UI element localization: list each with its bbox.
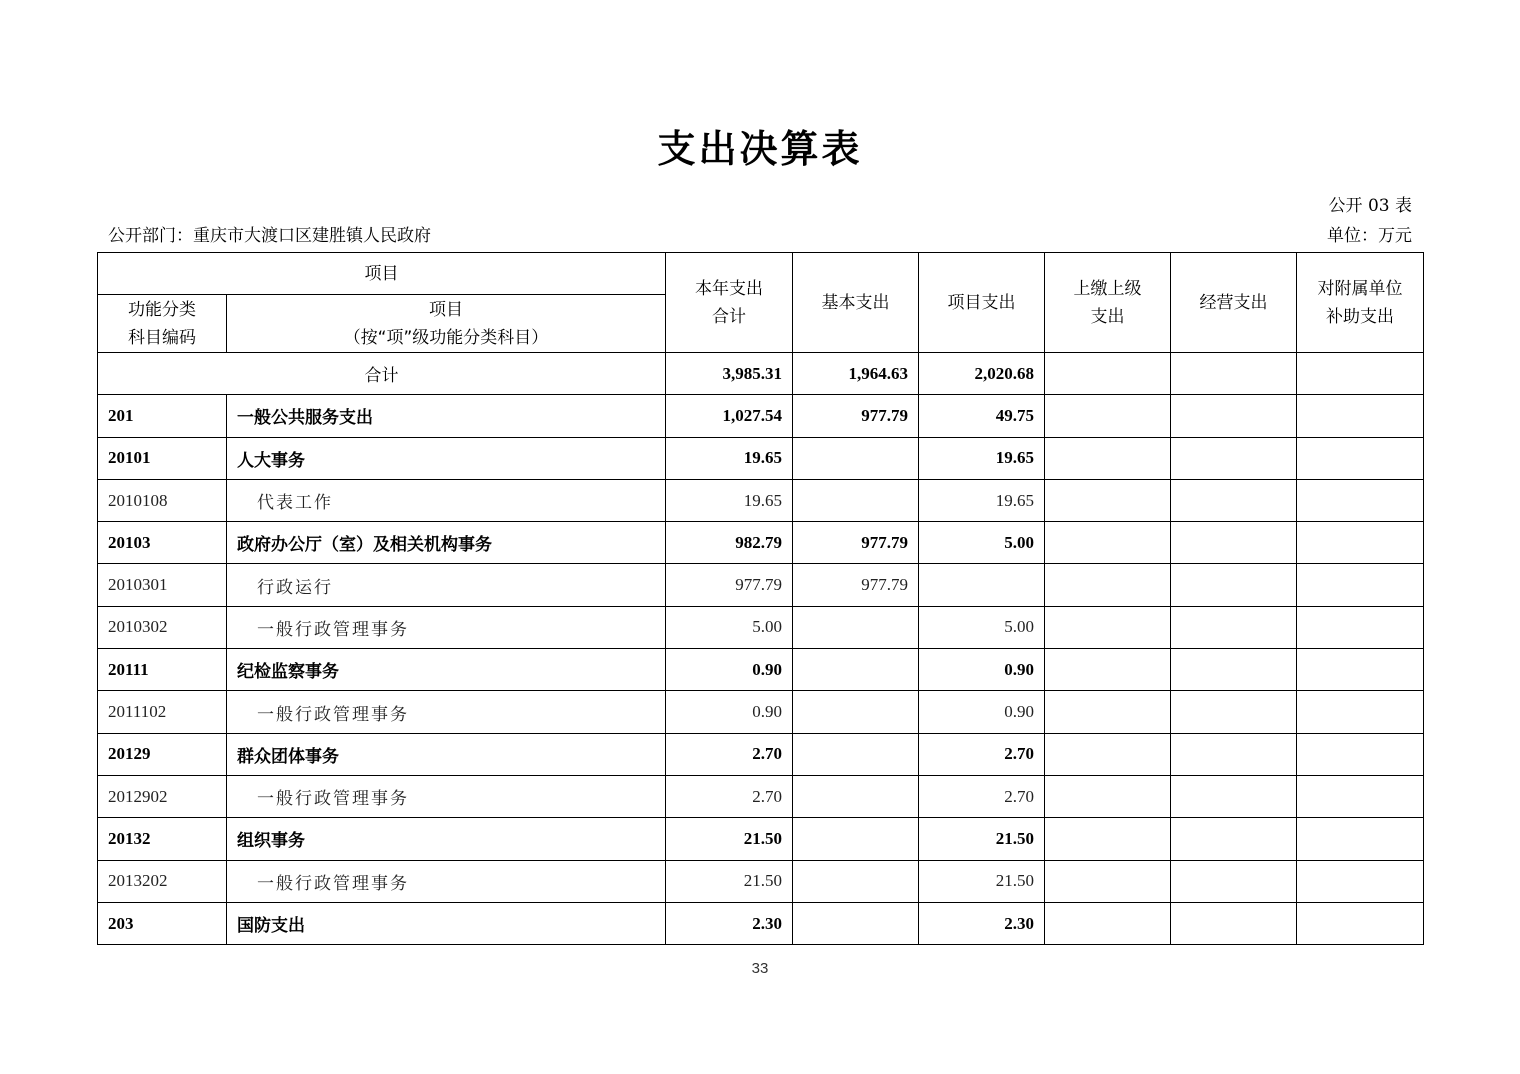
row-total: 5.00 [666, 606, 793, 648]
row-upper [1045, 522, 1171, 564]
row-name: 一般行政管理事务 [227, 606, 666, 648]
row-upper [1045, 395, 1171, 437]
row-project: 49.75 [919, 395, 1045, 437]
row-operating [1171, 437, 1297, 479]
table-row [98, 522, 1424, 564]
row-project: 2.70 [919, 733, 1045, 775]
row-name: 一般行政管理事务 [227, 775, 666, 817]
total-label: 合计 [98, 353, 666, 395]
table-row [98, 564, 1424, 606]
row-total: 21.50 [666, 860, 793, 902]
row-project: 2.30 [919, 902, 1045, 944]
row-upper [1045, 860, 1171, 902]
header-project: 项目支出 [919, 253, 1045, 353]
row-project [919, 564, 1045, 606]
row-total: 19.65 [666, 479, 793, 521]
page-title: 支出决算表 [657, 127, 863, 171]
row-upper [1045, 902, 1171, 944]
row-total: 977.79 [666, 564, 793, 606]
row-subsidy [1297, 606, 1424, 648]
table-row [98, 606, 1424, 648]
row-name: 国防支出 [227, 902, 666, 944]
row-upper [1045, 437, 1171, 479]
row-name: 群众团体事务 [227, 733, 666, 775]
row-upper [1045, 733, 1171, 775]
row-operating [1171, 522, 1297, 564]
row-project: 19.65 [919, 437, 1045, 479]
row-code: 20101 [98, 437, 227, 479]
row-basic [793, 733, 919, 775]
table-row [98, 649, 1424, 691]
row-name: 纪检监察事务 [227, 649, 666, 691]
row-code: 203 [98, 902, 227, 944]
row-basic: 977.79 [793, 564, 919, 606]
row-subsidy [1297, 691, 1424, 733]
row-total: 2.70 [666, 733, 793, 775]
row-project: 5.00 [919, 606, 1045, 648]
table-row [98, 479, 1424, 521]
row-project: 21.50 [919, 818, 1045, 860]
row-upper [1045, 649, 1171, 691]
row-code: 2011102 [98, 691, 227, 733]
row-code: 20103 [98, 522, 227, 564]
row-basic [793, 775, 919, 817]
row-name: 代表工作 [227, 479, 666, 521]
row-operating [1171, 818, 1297, 860]
row-code: 2010108 [98, 479, 227, 521]
total-amount: 3,985.31 [666, 353, 793, 395]
row-total: 2.30 [666, 902, 793, 944]
row-basic: 977.79 [793, 522, 919, 564]
row-total: 19.65 [666, 437, 793, 479]
row-name: 政府办公厅（室）及相关机构事务 [227, 522, 666, 564]
row-basic [793, 691, 919, 733]
table-row [98, 818, 1424, 860]
header-total: 本年支出 合计 [666, 253, 793, 353]
row-project: 0.90 [919, 649, 1045, 691]
row-code: 2012902 [98, 775, 227, 817]
row-subsidy [1297, 564, 1424, 606]
row-operating [1171, 395, 1297, 437]
row-subsidy [1297, 437, 1424, 479]
row-name: 组织事务 [227, 818, 666, 860]
row-operating [1171, 564, 1297, 606]
row-name: 一般公共服务支出 [227, 395, 666, 437]
expenditure-table [97, 252, 1424, 945]
total-row [98, 353, 1424, 395]
header-subsidy: 对附属单位 补助支出 [1297, 253, 1424, 353]
total-subsidy [1297, 353, 1424, 395]
row-subsidy [1297, 733, 1424, 775]
table-row [98, 902, 1424, 944]
row-operating [1171, 479, 1297, 521]
row-project: 0.90 [919, 691, 1045, 733]
row-code: 2013202 [98, 860, 227, 902]
row-code: 2010302 [98, 606, 227, 648]
row-subsidy [1297, 522, 1424, 564]
row-operating [1171, 691, 1297, 733]
row-operating [1171, 649, 1297, 691]
row-upper [1045, 606, 1171, 648]
table-row [98, 733, 1424, 775]
row-project: 2.70 [919, 775, 1045, 817]
table-row [98, 860, 1424, 902]
table-row [98, 395, 1424, 437]
row-subsidy [1297, 649, 1424, 691]
row-project: 19.65 [919, 479, 1045, 521]
row-code: 201 [98, 395, 227, 437]
row-total: 982.79 [666, 522, 793, 564]
row-operating [1171, 733, 1297, 775]
row-code: 20129 [98, 733, 227, 775]
row-upper [1045, 691, 1171, 733]
row-name: 一般行政管理事务 [227, 860, 666, 902]
row-subsidy [1297, 395, 1424, 437]
row-project: 5.00 [919, 522, 1045, 564]
row-basic [793, 437, 919, 479]
department-label: 公开部门：重庆市大渡口区建胜镇人民政府 [108, 226, 431, 246]
row-project: 21.50 [919, 860, 1045, 902]
row-total: 21.50 [666, 818, 793, 860]
table-row [98, 437, 1424, 479]
row-upper [1045, 564, 1171, 606]
header-upper: 上缴上级 支出 [1045, 253, 1171, 353]
row-basic [793, 606, 919, 648]
row-upper [1045, 818, 1171, 860]
total-operating [1171, 353, 1297, 395]
row-operating [1171, 606, 1297, 648]
row-operating [1171, 902, 1297, 944]
row-total: 0.90 [666, 691, 793, 733]
row-name: 人大事务 [227, 437, 666, 479]
row-total: 0.90 [666, 649, 793, 691]
row-subsidy [1297, 818, 1424, 860]
total-basic: 1,964.63 [793, 353, 919, 395]
page-number: 33 [751, 960, 769, 977]
row-basic [793, 902, 919, 944]
row-subsidy [1297, 479, 1424, 521]
header-code: 功能分类 科目编码 [98, 295, 227, 353]
row-operating [1171, 860, 1297, 902]
form-number: 公开 03 表 [1328, 196, 1412, 216]
header-item: 项目 （按“项”级功能分类科目） [227, 295, 666, 353]
table-row [98, 691, 1424, 733]
row-code: 2010301 [98, 564, 227, 606]
row-upper [1045, 479, 1171, 521]
table-row [98, 775, 1424, 817]
row-total: 2.70 [666, 775, 793, 817]
row-subsidy [1297, 902, 1424, 944]
row-basic [793, 860, 919, 902]
row-subsidy [1297, 775, 1424, 817]
row-subsidy [1297, 860, 1424, 902]
row-code: 20132 [98, 818, 227, 860]
row-basic [793, 649, 919, 691]
header-basic: 基本支出 [793, 253, 919, 353]
row-basic [793, 818, 919, 860]
total-upper [1045, 353, 1171, 395]
row-basic: 977.79 [793, 395, 919, 437]
header-item-group: 项目 [98, 253, 666, 295]
row-name: 行政运行 [227, 564, 666, 606]
row-name: 一般行政管理事务 [227, 691, 666, 733]
row-total: 1,027.54 [666, 395, 793, 437]
total-project: 2,020.68 [919, 353, 1045, 395]
row-code: 20111 [98, 649, 227, 691]
row-upper [1045, 775, 1171, 817]
header-operating: 经营支出 [1171, 253, 1297, 353]
row-basic [793, 479, 919, 521]
unit-label: 单位：万元 [1327, 226, 1412, 246]
row-operating [1171, 775, 1297, 817]
